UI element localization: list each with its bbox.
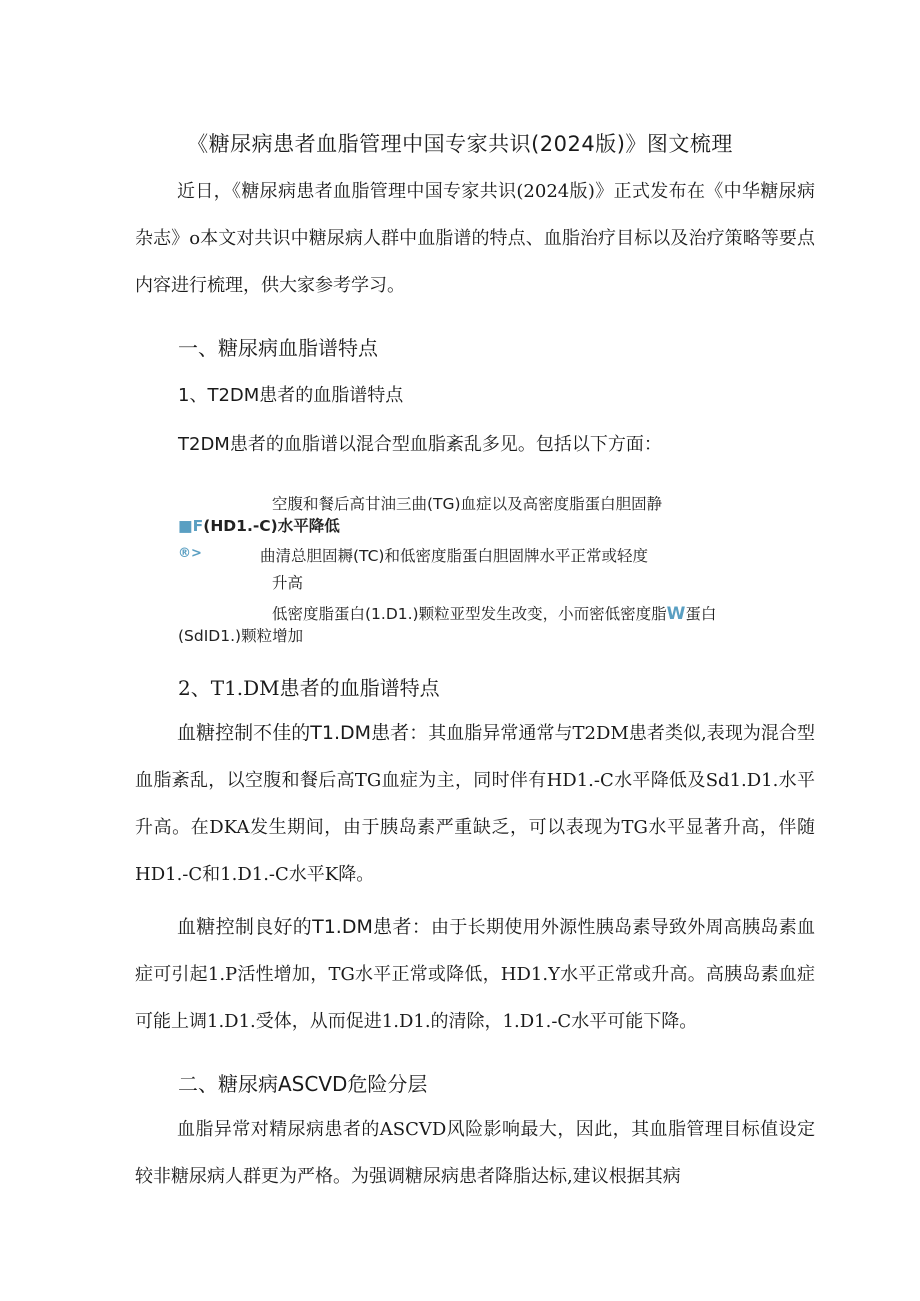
bullet-2-line-2: 升高 [272,574,304,592]
bullet-3-line-1 [272,602,716,624]
bullet-2-marker: ®> [178,546,202,561]
sub2-p2-label: 血糖控制良好的T1.DM患者： [177,916,432,938]
sub2-p1-text: 其血脂异常通常与T2DM患者类似,表现为混合型血脂紊乱，以空腹和餐后高TG血症为主，同时伴有HD1.-C水平降低及Sd1.D1.水平升高。在DKA发生期间，由于胰岛素严重缺乏，可以表现为TG水平显著升高，伴随HD1.-C和1.D1.-C水平K降。 [135,723,815,885]
intro-paragraph: 近日，《糖尿病患者血脂管理中国专家共识(2024版)》正式发布在《中华糖尿病杂志》o本文对共识中糖尿病人群中血脂谱的特点、血脂治疗目标以及治疗策略等要点内容进行梳理，供大家参考学习。 [135,181,815,296]
bullet-3-text-a: 低密度脂蛋白(1.D1.)颗粒亚型发生改变，小而密低密度脂 [272,605,667,623]
section2-heading: 二、糖尿病ASCVD危险分层 [178,1072,428,1096]
document-title: 《糖尿病患者血脂管理中国专家共识(2024版)》图文梳理 [187,132,733,156]
sub1-text: T2DM患者的血脂谱以混合型血脂紊乱多见。包括以下方面： [178,434,662,455]
bullet-2-line-1: 曲清总胆固耨(TC)和低密度脂蛋白胆固牌水平正常或轻度 [260,547,648,565]
sub2-paragraph-2 [135,904,815,1045]
bullet-1-line-2 [178,514,340,536]
section1-heading: 一、糖尿病血脂谱特点 [178,336,378,360]
bullet-1-text-2: (HD1.-C)水平降低 [203,517,340,535]
sub1-heading: 1、T2DM患者的血脂谱特点 [178,385,404,406]
sub2-p2-text: 由于长期使用外源性胰岛素导致外周高胰岛素血症可引起1.P活性增加，TG水平正常或降低，HD1.Y水平正常或升高。高胰岛素血症可能上调1.D1.受体，从而促进1.D1.的清除，1.D1.-C水平可能下降。 [135,917,816,1032]
bullet-1-marker: ■F [178,517,204,535]
sub2-paragraph-1 [135,710,815,898]
sub2-heading: 2、T1.DM患者的血脂谱特点 [178,676,440,700]
bullet-3-marker: W [666,604,686,624]
sub2-p1-label: 血糖控制不佳的T1.DM患者： [177,722,429,744]
bullet-3-line-2: (SdID1.)颗粒增加 [178,627,304,645]
section2-paragraph: 血脂异常对精尿病患者的ASCVD风险影响最大，因此，其血脂管理目标值设定较非糖尿病人群更为严格。为强调糖尿病患者降脂达标,建议根据其病 [135,1119,815,1187]
bullet-1-line-1: 空腹和餐后高甘油三曲(TG)血症以及高密度脂蛋白胆固静 [272,495,663,513]
bullet-3-text-b: 蛋白 [685,605,717,623]
